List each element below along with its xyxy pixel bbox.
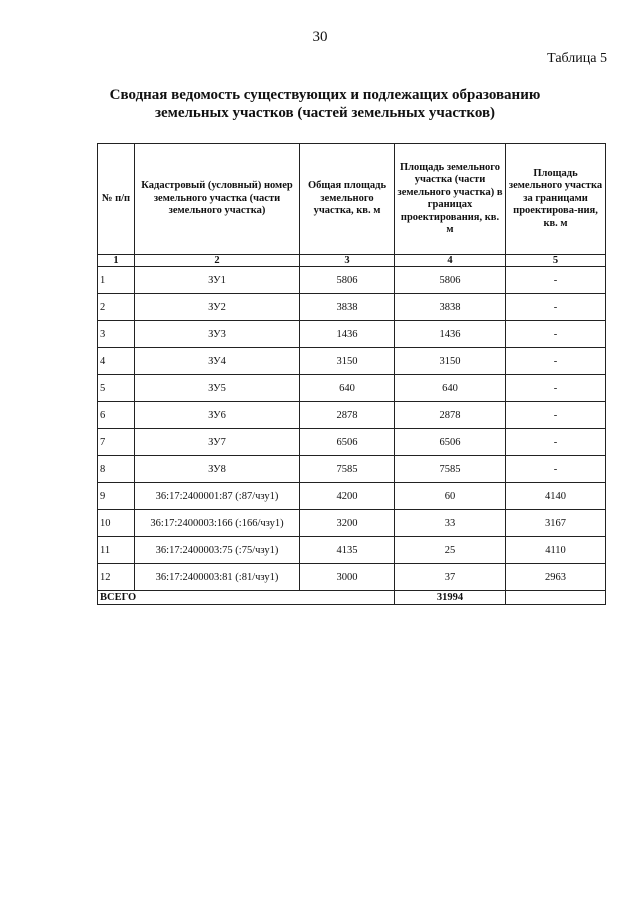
row-number-cell: 3 [98, 321, 135, 348]
row-number-cell: 6 [98, 402, 135, 429]
area-outside-cell: 4140 [506, 483, 606, 510]
row-number-cell: 4 [98, 348, 135, 375]
column-number: 5 [506, 255, 606, 267]
table-row [98, 564, 606, 591]
area-inside-cell: 25 [395, 537, 506, 564]
area-outside-cell: - [506, 321, 606, 348]
total-area-cell: 4200 [300, 483, 395, 510]
table-row [98, 348, 606, 375]
table-row [98, 402, 606, 429]
row-number-cell: 7 [98, 429, 135, 456]
header-area-inside: Площадь земельного участка (части земельного участка) в границах проектирования, кв. м [395, 144, 506, 255]
table-row [98, 456, 606, 483]
cadastral-number-cell: ЗУ3 [135, 321, 300, 348]
row-number-cell: 8 [98, 456, 135, 483]
title-line-1: Сводная ведомость существующих и подлежащих образованию [109, 87, 541, 103]
table-row [98, 537, 606, 564]
total-area-cell: 640 [300, 375, 395, 402]
total-area-cell: 3150 [300, 348, 395, 375]
total-area-cell: 3200 [300, 510, 395, 537]
total-area-cell: 3838 [300, 294, 395, 321]
area-outside-cell: - [506, 456, 606, 483]
table-body [98, 267, 606, 591]
area-inside-cell: 7585 [395, 456, 506, 483]
total-label: ВСЕГО [98, 591, 395, 605]
table-row [98, 267, 606, 294]
area-inside-cell: 1436 [395, 321, 506, 348]
document-title [95, 86, 555, 122]
total-area-cell: 7585 [300, 456, 395, 483]
column-number: 2 [135, 255, 300, 267]
total-value: 31994 [395, 591, 506, 605]
row-number-cell: 10 [98, 510, 135, 537]
area-inside-cell: 5806 [395, 267, 506, 294]
area-inside-cell: 60 [395, 483, 506, 510]
area-inside-cell: 6506 [395, 429, 506, 456]
total-area-cell: 4135 [300, 537, 395, 564]
total-area-cell: 3000 [300, 564, 395, 591]
area-outside-cell: - [506, 267, 606, 294]
cadastral-number-cell: 36:17:2400003:75 (:75/чзу1) [135, 537, 300, 564]
cadastral-number-cell: ЗУ1 [135, 267, 300, 294]
area-outside-cell: - [506, 375, 606, 402]
area-outside-cell: 4110 [506, 537, 606, 564]
column-number: 3 [300, 255, 395, 267]
cadastral-number-cell: 36:17:2400003:166 (:166/чзу1) [135, 510, 300, 537]
header-cadastral-number: Кадастровый (условный) номер земельного участка (части земельного участка) [135, 144, 300, 255]
table-row [98, 483, 606, 510]
area-outside-cell: 2963 [506, 564, 606, 591]
header-number: № п/п [98, 144, 135, 255]
row-number-cell: 9 [98, 483, 135, 510]
cadastral-number-cell: ЗУ7 [135, 429, 300, 456]
table-header-row [98, 144, 606, 255]
row-number-cell: 12 [98, 564, 135, 591]
total-empty-cell [506, 591, 606, 605]
page-number: 30 [312, 29, 328, 45]
header-total-area: Общая площадь земельного участка, кв. м [300, 144, 395, 255]
cadastral-number-cell: ЗУ2 [135, 294, 300, 321]
area-inside-cell: 3838 [395, 294, 506, 321]
total-area-cell: 2878 [300, 402, 395, 429]
land-plots-table [97, 143, 606, 605]
table-row [98, 375, 606, 402]
table-label: Таблица 5 [547, 51, 607, 66]
area-outside-cell: - [506, 294, 606, 321]
total-area-cell: 6506 [300, 429, 395, 456]
area-outside-cell: - [506, 429, 606, 456]
cadastral-number-cell: 36:17:2400003:81 (:81/чзу1) [135, 564, 300, 591]
cadastral-number-cell: ЗУ4 [135, 348, 300, 375]
row-number-cell: 1 [98, 267, 135, 294]
header-area-outside: Площадь земельного участка за границами проектирова-ния, кв. м [506, 144, 606, 255]
cadastral-number-cell: ЗУ8 [135, 456, 300, 483]
area-inside-cell: 33 [395, 510, 506, 537]
cadastral-number-cell: ЗУ5 [135, 375, 300, 402]
total-area-cell: 1436 [300, 321, 395, 348]
title-line-2: земельных участков (частей земельных участков) [154, 105, 496, 121]
table-row [98, 429, 606, 456]
table-row [98, 510, 606, 537]
column-number: 1 [98, 255, 135, 267]
row-number-cell: 5 [98, 375, 135, 402]
area-inside-cell: 3150 [395, 348, 506, 375]
table-row [98, 294, 606, 321]
area-outside-cell: 3167 [506, 510, 606, 537]
area-outside-cell: - [506, 348, 606, 375]
area-outside-cell: - [506, 402, 606, 429]
table-row [98, 321, 606, 348]
total-row [98, 591, 606, 605]
column-number-row [98, 255, 606, 267]
cadastral-number-cell: 36:17:2400001:87 (:87/чзу1) [135, 483, 300, 510]
area-inside-cell: 640 [395, 375, 506, 402]
area-inside-cell: 2878 [395, 402, 506, 429]
column-number: 4 [395, 255, 506, 267]
area-inside-cell: 37 [395, 564, 506, 591]
cadastral-number-cell: ЗУ6 [135, 402, 300, 429]
row-number-cell: 11 [98, 537, 135, 564]
total-area-cell: 5806 [300, 267, 395, 294]
row-number-cell: 2 [98, 294, 135, 321]
